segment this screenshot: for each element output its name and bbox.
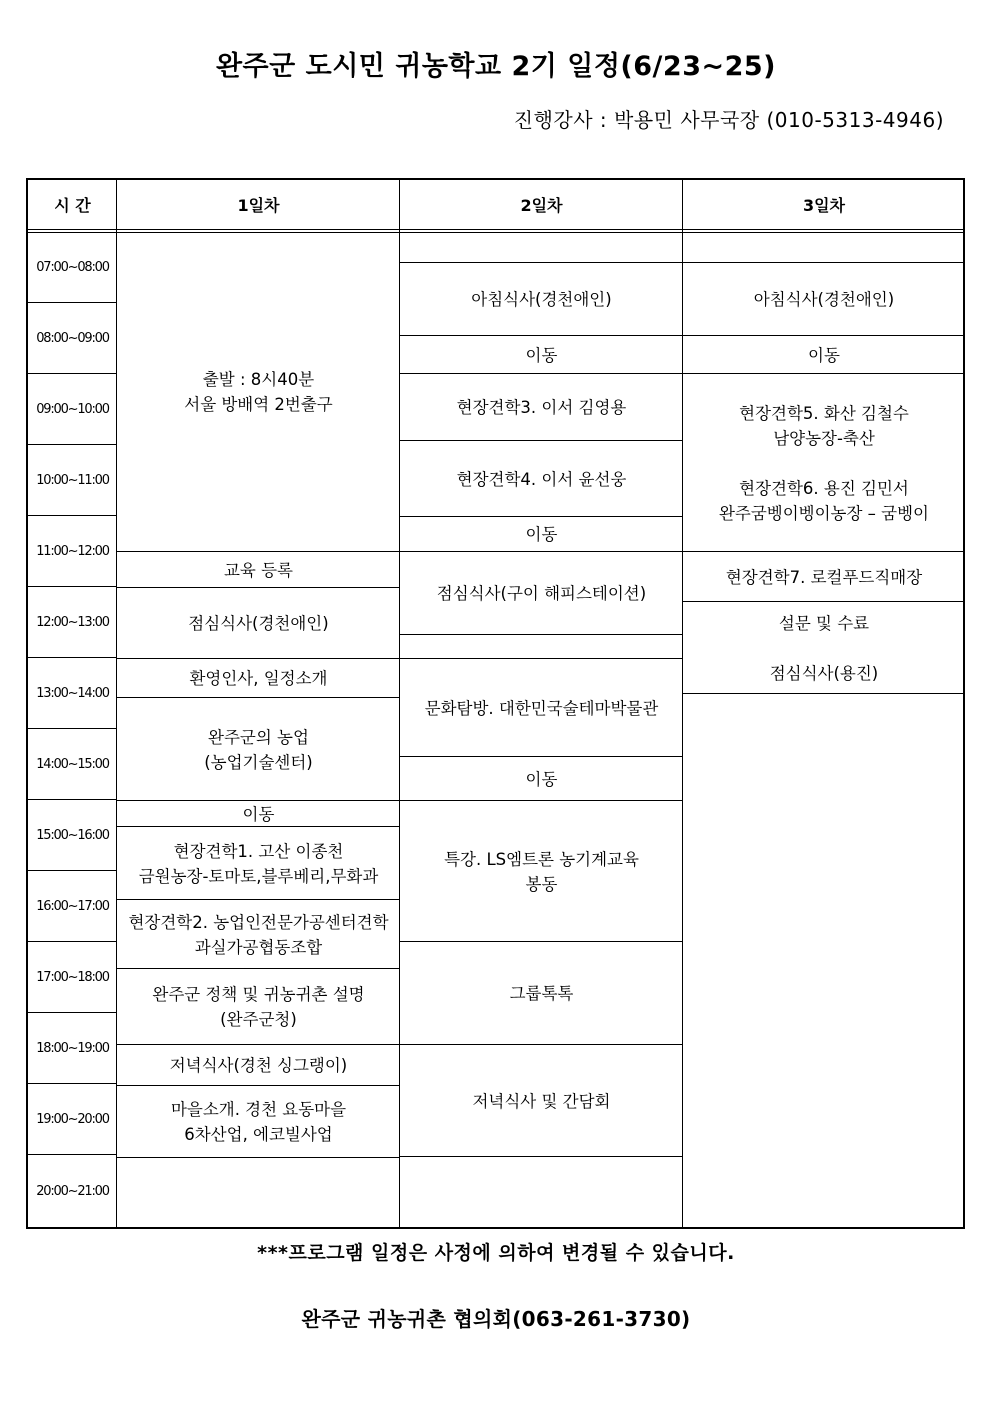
day3-field-trip-5-6: 현장견학5. 화산 김철수 남양농장-축산 현장견학6. 용진 김민서 완주굼벵이벵이농장 – 굼벵이	[718, 403, 929, 523]
day3-empty	[683, 694, 965, 1227]
day1-lunch: 점심식사(경천애인)	[188, 614, 329, 633]
day3-move: 이동	[808, 345, 840, 365]
lecturer-info: 진행강사 : 박용민 사무국장 (010-5313-4946)	[513, 108, 944, 132]
day1-empty	[117, 1158, 400, 1227]
day2-move: 이동	[525, 769, 558, 789]
day3-survey-completion: 설문 및 수료 점심식사(용진)	[769, 613, 879, 683]
time-slot: 09:00~10:00	[36, 402, 109, 417]
day2-special-lecture: 특강. LS엠트론 농기계교육 봉동	[444, 849, 639, 894]
day2-field-trip-4: 현장견학4. 이서 윤선웅	[456, 469, 627, 489]
time-slot: 16:00~17:00	[36, 899, 109, 914]
day2-lunch: 점심식사(구이 해피스테이션)	[436, 584, 647, 603]
time-slot: 13:00~14:00	[36, 686, 109, 701]
time-slot: 15:00~16:00	[36, 828, 109, 843]
header-day1: 1일차	[237, 195, 280, 215]
time-slot: 17:00~18:00	[36, 970, 109, 985]
day2-culture-tour: 문화탐방. 대한민국술테마박물관	[424, 698, 659, 718]
time-slot: 10:00~11:00	[36, 473, 109, 488]
day1-village-intro: 마을소개. 경천 요동마을 6차산업, 에코빌사업	[170, 1100, 347, 1144]
day1-dinner: 저녁식사(경천 싱그랭이)	[169, 1056, 348, 1075]
day3-empty	[683, 232, 965, 263]
time-slot: 08:00~09:00	[36, 331, 109, 346]
day2-group-talk: 그룹톡톡	[509, 984, 574, 1003]
time-slot: 19:00~20:00	[36, 1112, 109, 1127]
day3-field-trip-7: 현장견학7. 로컬푸드직매장	[725, 567, 923, 587]
day1-move: 이동	[242, 804, 275, 824]
day2-dinner-meeting: 저녁식사 및 간담회	[472, 1091, 611, 1111]
schedule-change-notice: ***프로그램 일정은 사정에 의하여 변경될 수 있습니다.	[257, 1242, 735, 1264]
header-time: 시 간	[54, 195, 91, 215]
time-slot: 14:00~15:00	[36, 757, 109, 772]
day2-move: 이동	[525, 345, 558, 365]
day2-field-trip-3: 현장견학3. 이서 김영용	[456, 398, 627, 417]
time-slot: 18:00~19:00	[36, 1041, 109, 1056]
time-slot: 11:00~12:00	[36, 544, 109, 559]
day1-field-trip-2: 현장견학2. 농업인전문가공센터견학 과실가공협동조합	[128, 912, 389, 957]
day1-agriculture-lecture: 완주군의 농업 (농업기술센터)	[204, 727, 313, 772]
day3-breakfast: 아침식사(경천애인)	[753, 290, 895, 309]
day2-empty	[400, 232, 683, 263]
time-slot: 07:00~08:00	[36, 260, 109, 275]
day1-policy-briefing: 완주군 정책 및 귀농귀촌 설명 (완주군청)	[152, 985, 365, 1029]
day1-registration: 교육 등록	[223, 560, 293, 580]
schedule-table	[26, 178, 965, 1229]
day2-move: 이동	[525, 525, 558, 544]
day2-empty	[400, 635, 683, 659]
page-title: 완주군 도시민 귀농학교 2기 일정(6/23~25)	[215, 51, 777, 82]
day2-breakfast: 아침식사(경천애인)	[471, 290, 612, 309]
time-slot: 20:00~21:00	[36, 1183, 109, 1199]
day1-field-trip-1: 현장견학1. 고산 이종천 금원농장-토마토,블루베리,무화과	[138, 841, 379, 886]
day1-departure: 출발 : 8시40분 서울 방배역 2번출구	[184, 370, 333, 414]
day1-welcome: 환영인사, 일정소개	[189, 669, 328, 688]
day2-empty	[400, 1157, 683, 1227]
time-slot: 12:00~13:00	[36, 615, 109, 630]
organizer-contact: 완주군 귀농귀촌 협의회(063-261-3730)	[301, 1307, 691, 1331]
header-day3: 3일차	[802, 195, 846, 215]
header-day2: 2일차	[520, 195, 563, 215]
